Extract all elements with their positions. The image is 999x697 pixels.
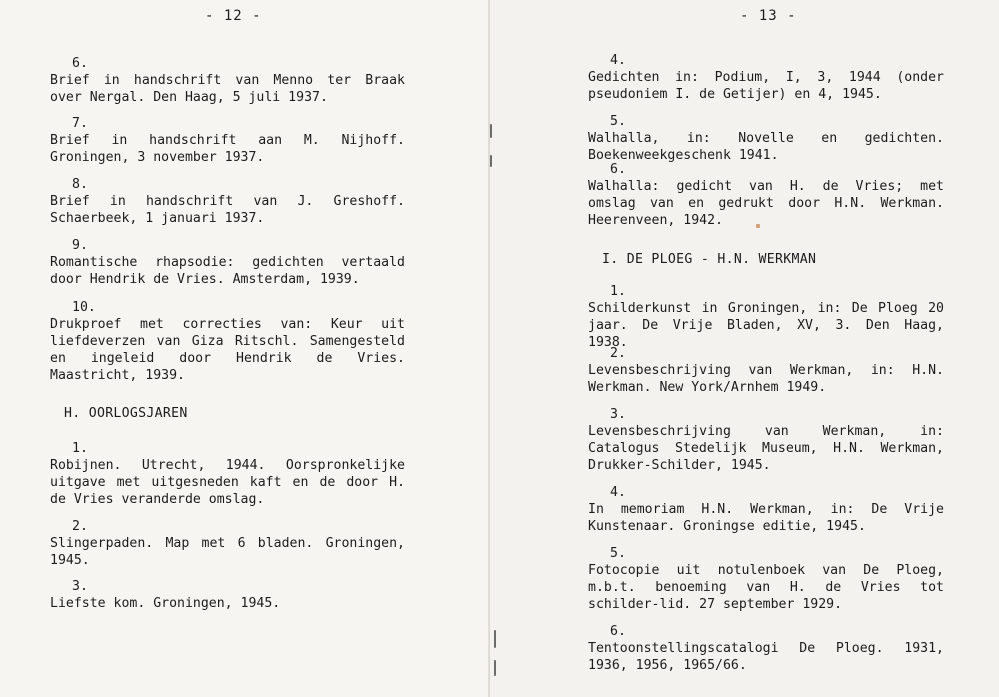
list-item xyxy=(50,176,405,227)
list-item xyxy=(588,113,944,164)
item-number: 1. xyxy=(72,441,88,456)
list-item xyxy=(588,161,944,229)
item-text: Brief in handschrift van Menno ter Braak over Nergal. Den Haag, 5 juli 1937. xyxy=(50,73,405,105)
item-number: 2. xyxy=(72,519,88,534)
item-text: In memoriam H.N. Werkman, in: De Vrije Kunstenaar. Groningse editie, 1945. xyxy=(588,502,944,534)
right-page xyxy=(490,0,999,697)
list-item xyxy=(588,345,944,396)
item-number: 5. xyxy=(610,114,626,129)
item-number: 2. xyxy=(610,346,626,361)
item-number: 3. xyxy=(72,579,88,594)
item-text: Slingerpaden. Map met 6 bladen. Groningen, 1945. xyxy=(50,536,405,568)
item-text: Tentoonstellingscatalogi De Ploeg. 1931, 1936, 1956, 1965/66. xyxy=(588,641,944,673)
page-number-left: - 12 - xyxy=(205,8,262,24)
item-number: 6. xyxy=(610,624,626,639)
list-item xyxy=(588,545,944,613)
margin-mark xyxy=(490,124,492,138)
item-number: 7. xyxy=(72,116,88,131)
page-number-right: - 13 - xyxy=(740,8,797,24)
list-item xyxy=(588,406,944,474)
item-text: Liefste kom. Groningen, 1945. xyxy=(50,596,281,611)
list-item xyxy=(588,623,944,674)
list-item xyxy=(50,237,405,288)
list-item xyxy=(588,52,944,103)
item-text: Levensbeschrijving van Werkman, in: H.N. Werkman. New York/Arnhem 1949. xyxy=(588,363,944,395)
margin-mark xyxy=(494,630,496,648)
item-number: 4. xyxy=(610,485,626,500)
item-text: Gedichten in: Podium, I, 3, 1944 (onder pseudoniem I. de Getijer) en 4, 1945. xyxy=(588,70,944,102)
item-text: Walhalla: gedicht van H. de Vries; met omslag van en gedrukt door H.N. Werkman. Heerenveen, 1942. xyxy=(588,179,944,228)
item-number: 6. xyxy=(610,162,626,177)
item-text: Levensbeschrijving van Werkman, in: Catalogus Stedelijk Museum, H.N. Werkman, Drukker-Schilder, 1945. xyxy=(588,424,944,473)
item-number: 1. xyxy=(610,284,626,299)
list-item xyxy=(588,283,944,351)
list-item xyxy=(50,440,405,508)
section-heading-h: H. OORLOGSJAREN xyxy=(64,406,188,421)
item-text: Brief in handschrift van J. Greshoff. Schaerbeek, 1 januari 1937. xyxy=(50,194,405,226)
list-item xyxy=(588,484,944,535)
list-item xyxy=(50,518,405,569)
item-number: 3. xyxy=(610,407,626,422)
item-number: 5. xyxy=(610,546,626,561)
list-item xyxy=(50,55,405,106)
margin-mark xyxy=(490,155,492,167)
left-column xyxy=(50,55,405,685)
item-text: Fotocopie uit notulenboek van De Ploeg, m.b.t. benoeming van H. de Vries tot schilder-lid. 27 september 1929. xyxy=(588,563,944,612)
right-column xyxy=(588,52,944,692)
margin-mark xyxy=(494,660,496,676)
item-number: 10. xyxy=(72,300,96,315)
item-text: Robijnen. Utrecht, 1944. Oorspronkelijke uitgave met uitgesneden kaft en de door H. de Vries veranderde omslag. xyxy=(50,458,405,507)
left-page xyxy=(0,0,490,697)
item-number: 4. xyxy=(610,53,626,68)
list-item xyxy=(50,578,405,612)
item-text: Brief in handschrift aan M. Nijhoff. Groningen, 3 november 1937. xyxy=(50,133,405,165)
item-text: Schilderkunst in Groningen, in: De Ploeg 20 jaar. De Vrije Bladen, XV, 3. Den Haag, 1938. xyxy=(588,301,944,350)
item-number: 9. xyxy=(72,238,88,253)
section-heading-i: I. DE PLOEG - H.N. WERKMAN xyxy=(602,252,817,267)
item-number: 8. xyxy=(72,177,88,192)
item-number: 6. xyxy=(72,56,88,71)
item-text: Romantische rhapsodie: gedichten vertaald door Hendrik de Vries. Amsterdam, 1939. xyxy=(50,255,405,287)
item-text: Drukproef met correcties van: Keur uit liefdeverzen van Giza Ritschl. Samengesteld en ingeleid door Hendrik de Vries. Maastricht, 1939. xyxy=(50,317,405,383)
list-item xyxy=(50,299,405,384)
item-text: Walhalla, in: Novelle en gedichten. Boekenweekgeschenk 1941. xyxy=(588,131,944,163)
list-item xyxy=(50,115,405,166)
